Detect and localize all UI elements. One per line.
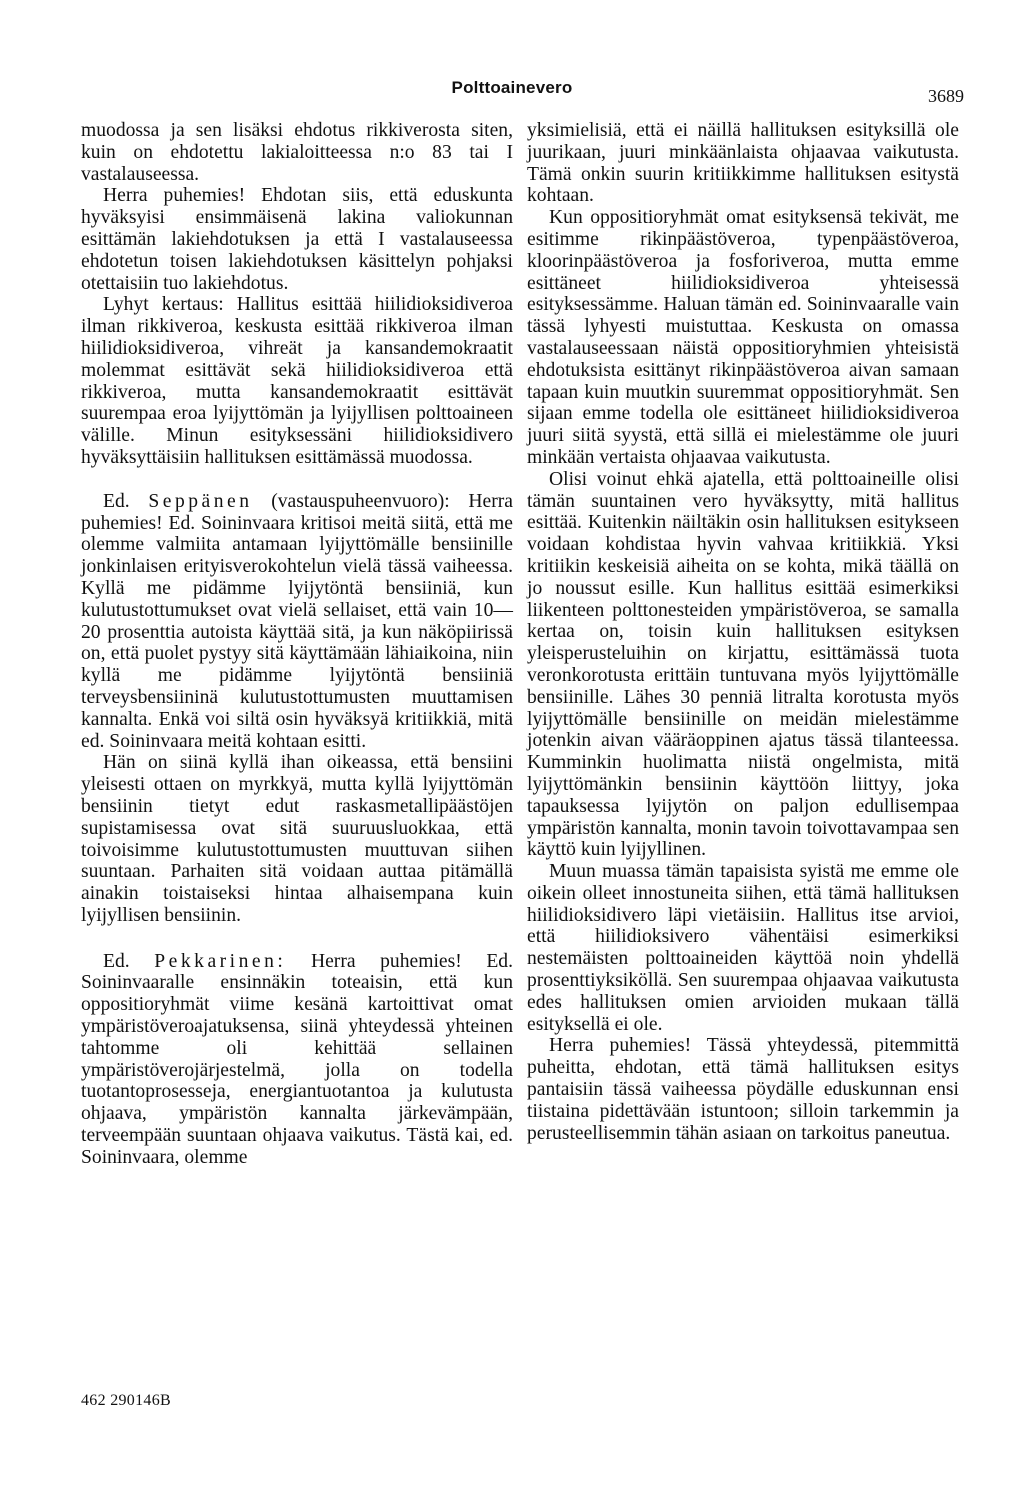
paragraph: Lyhyt kertaus: Hallitus esittää hiilidioksidiveroa ilman rikkiveroa, keskusta esittää rikkiveroa ilman hiilidioksidiveroa, vihreät ja kansandemokraatit molemmat esittävät sekä hiilidioksidiveroa että rikkiveroa, mutta kansandemokraatit esittävät suurempaa eroa lyijyttömän ja lyijyllisen polttoaineen välille. Minun esityksessäni hiilidioksidivero hyväksyttäisiin hallituksen esittämässä muodossa. (81, 294, 513, 468)
right-column (527, 120, 959, 1144)
paragraph: muodossa ja sen lisäksi ehdotus rikkiverosta siten, kuin on ehdotettu lakialoitteessa n:o 83 tai I vastalauseessa. (81, 120, 513, 185)
speaker-paragraph-pekkarinen (81, 951, 513, 1169)
footer-print-code: 462 290146B (81, 1392, 171, 1409)
running-head-title: Polttoainevero (451, 78, 573, 97)
speech-text: Herra puhemies! Ed. Soininvaaralle ensinnäkin toteaisin, että kun oppositioryhmät viime kesänä kartoittivat omat ympäristöveroajatuksensa, siinä yhteydessä yhteinen tahtomme oli kehittää sellainen ympäristöverojärjestelmä, jolla on todella tuotantoprosesseja, energiantuotantoa ja kulutusta ohjaava, ympäristön kannalta järkevämpään, terveempään suuntaan ohjaava vaikutus. Tästä kai, ed. Soininvaara, olemme (81, 950, 513, 1168)
paragraph: Herra puhemies! Ehdotan siis, että eduskunta hyväksyisi ensimmäisenä lakina valiokunnan esittämän lakiehdotuksen ja että I vastalauseessa ehdotetun toisen lakiehdotuksen käsittelyn pohjaksi otettaisiin tuo lakiehdotus. (81, 185, 513, 294)
left-column (81, 120, 513, 1169)
paragraph: Kun oppositioryhmät omat esityksensä tekivät, me esitimme rikinpäästöveroa, typenpäästöveroa, kloorinpäästöveroa ja fosforiveroa, mutta emme esittäneet hiilidioksidiveroa yhteisessä esityksessämme. Haluan tämän ed. Soininvaaralle vain tässä lyhyesti muistuttaa. Keskusta on omassa vastalauseessaan näistä oppositioryhmien yhteisistä ehdotuksista esittänyt rikinpäästöveroa aivan samaan tapaan kuin muutkin suuremmat oppositioryhmät. Sen sijaan emme todella ole esittäneet hiilidioksidiveroa juuri siitä syystä, että sillä ei mielestämme ole juuri minkään vertaista ohjaavaa vaikutusta. (527, 207, 959, 468)
speaker-paragraph-seppanen (81, 491, 513, 753)
paragraph: Hän on siinä kyllä ihan oikeassa, että bensiini yleisesti ottaen on myrkkyä, mutta kyllä lyijyttömän bensiinin tietyt edut raskasmetallipäästöjen supistamisessa ovat sitä suuruusluokkaa, että toivoisimme kulutustottumusten muuttuvan siihen suuntaan. Parhaiten sitä voidaan auttaa pitämällä ainakin toistaiseksi hintaa alhaisempana kuin lyijyllisen bensiinin. (81, 752, 513, 926)
speech-text: (vastauspuheenvuoro): Herra puhemies! Ed. Soininvaara kritisoi meitä siitä, että me olemme valmiita antamaan lyijyttömälle bensiinille jonkinlaisen erityisverokohtelun vielä tässä vaiheessa. Kyllä me pidämme lyijytöntä bensiiniä, kun kulutustottumukset ovat vielä sellaiset, että vain 10—20 prosenttia autoista käyttää sitä, ja kun näköpiirissä on, että puolet pystyy sitä käyttämään lähiaikoina, niin kyllä me pidämme lyijytöntä bensiiniä terveysbensiininä kulutustottumusten muuttamisen kannalta. Enkä voi siltä osin hyväksyä kritiikkiä, mitä ed. Soininvaara meitä kohtaan esitti. (81, 490, 513, 752)
speaker-name: Pekkarinen: (154, 950, 287, 972)
paragraph: Olisi voinut ehkä ajatella, että polttoaineille olisi tämän suuntainen vero hyväksytty, mitä hallitus esittää. Kuitenkin näiltäkin osin hallituksen esitykseen voidaan kohdistaa hyvin vahvaa kritiikkiä. Yksi kritiikin keskeisiä aiheita on se kohta, mikä täällä on jo noussut esille. Kun hallitus esittää esimerkiksi liikenteen polttonesteiden ympäristöveroa, se samalla kertaa on, toisin kuin hallituksen esityksen yleisperusteluihin on kirjattu, esittämässä tuota veronkorotusta erittäin tuntuvana myös lyijyttömälle bensiinille. Lähes 30 penniä litralta korotusta myös lyijyttömälle bensiinille on meidän mielestämme jotenkin aivan vääräoppinen ajatus tässä tilanteessa. Kumminkin huolimatta niistä ongelmista, mitä lyijyttömänkin bensiinin käyttöön liittyy, joka tapauksessa lyijytön on paljon edullisempaa ympäristön kannalta, monin tavoin toivottavampaa sen käyttö kuin lyijyllinen. (527, 468, 959, 861)
speaker-name: Seppänen (148, 490, 253, 512)
speaker-prefix: Ed. (103, 490, 130, 512)
page-number: 3689 (928, 86, 964, 106)
paragraph: Herra puhemies! Tässä yhteydessä, pitemmittä puheitta, ehdotan, että tämä hallituksen esitys pantaisiin tässä vaiheessa pöydälle eduskunnan ensi tiistaina pidettävään istuntoon; silloin tarkemmin ja perusteellisemmin tähän asiaan on tarkoitus paneutua. (527, 1035, 959, 1144)
speaker-prefix: Ed. (103, 950, 130, 972)
paragraph: yksimielisiä, että ei näillä hallituksen esityksillä ole juurikaan, juuri minkäänlaista ohjaavaa vaikutusta. Tämä onkin suurin kritiikkimme hallituksen esitystä kohtaan. (527, 120, 959, 207)
paragraph: Muun muassa tämän tapaisista syistä me emme ole oikein olleet innostuneita siihen, että tämä hallituksen hiilidioksidivero läpi vietäisiin. Hallitus itse arvioi, että hiilidioksivero vähentäisi esimerkiksi nestemäisten polttoaineiden käyttöä noin yhdellä prosenttiyksiköllä. Sen suurempaa ohjaavaa vaikutusta edes hallituksen omien arvioiden mukaan tällä esityksellä ei ole. (527, 861, 959, 1035)
